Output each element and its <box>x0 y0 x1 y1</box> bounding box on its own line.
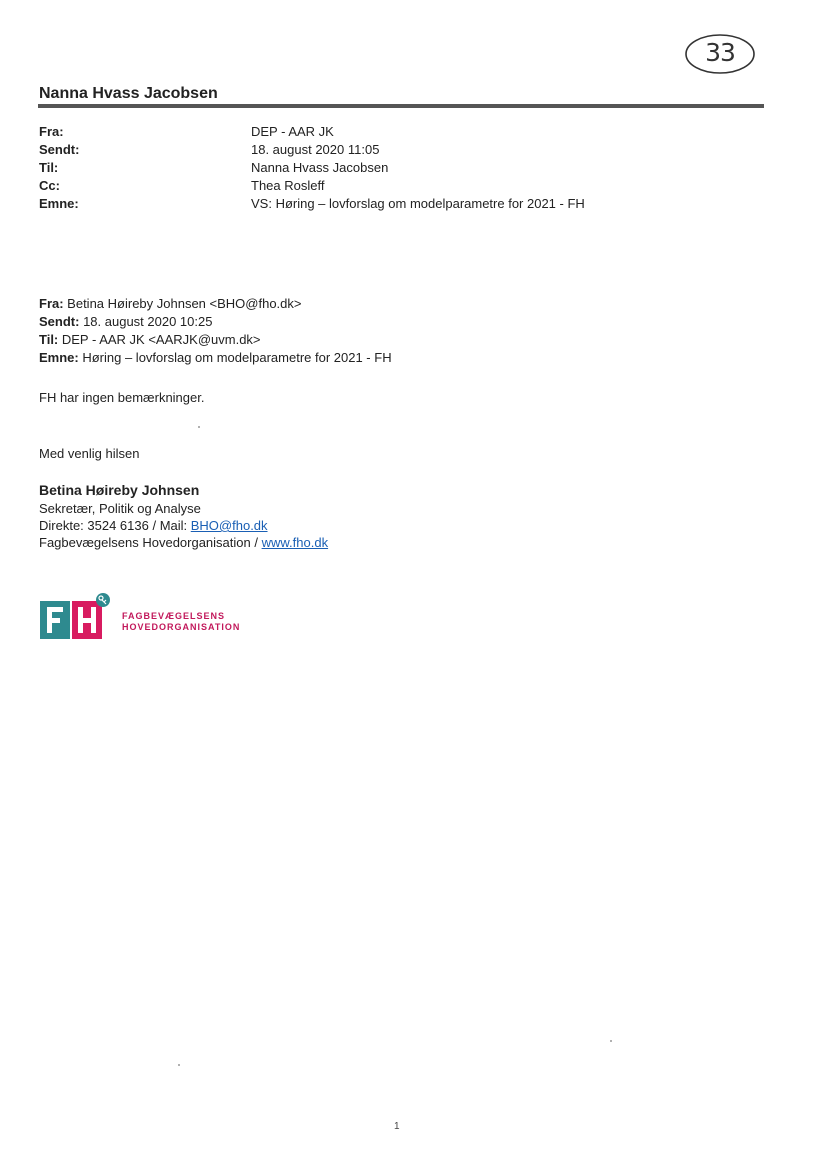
signature-title: Sekretær, Politik og Analyse <box>39 501 201 516</box>
header-key: Til: <box>39 160 59 175</box>
logo-text-line1: FAGBEVÆGELSENS <box>122 611 226 621</box>
forwarded-sent <box>39 314 392 332</box>
header-value: Nanna Hvass Jacobsen <box>251 160 389 175</box>
header-key: Emne: <box>39 196 79 211</box>
signature-organisation <box>39 535 328 552</box>
mailbox-owner-name: Nanna Hvass Jacobsen <box>39 85 218 102</box>
signature-email-link[interactable]: BHO@fho.dk <box>190 518 268 533</box>
page-number: 1 <box>394 1121 400 1132</box>
header-value: DEP - AAR JK <box>251 124 334 139</box>
scan-speck <box>610 1040 612 1042</box>
forwarded-to-value: DEP - AAR JK <AARJK@uvm.dk> <box>58 332 261 347</box>
forwarded-sent-label: Sendt: <box>39 314 80 329</box>
fh-logo-mark <box>40 593 120 643</box>
forwarded-from <box>39 296 392 314</box>
header-key: Cc: <box>39 178 60 193</box>
forwarded-sent-value: 18. august 2020 10:25 <box>79 314 213 329</box>
header-value: 18. august 2020 11:05 <box>251 142 380 157</box>
forwarded-from-value: Betina Høireby Johnsen <BHO@fho.dk> <box>63 296 302 311</box>
signature-website-link[interactable]: www.fho.dk <box>261 535 329 550</box>
logo-text-line2: HOVEDORGANISATION <box>122 622 241 632</box>
forwarded-to-label: Til: <box>39 332 59 347</box>
signature-contact <box>39 518 328 535</box>
header-value: VS: Høring – lovforslag om modelparametre for 2021 - FH <box>251 196 585 211</box>
header-key: Sendt: <box>39 142 80 157</box>
header-divider <box>38 104 764 108</box>
forwarded-subject-label: Emne: <box>39 350 79 365</box>
forwarded-from-label: Fra: <box>39 296 64 311</box>
forwarded-header <box>39 296 392 368</box>
stamp-number: 33 <box>705 38 735 67</box>
closing-text: Med venlig hilsen <box>39 446 140 461</box>
signature-name: Betina Høireby Johnsen <box>39 482 200 498</box>
message-text: FH har ingen bemærkninger. <box>39 390 205 405</box>
signature-direct-prefix: Direkte: 3524 6136 / Mail: <box>39 518 191 533</box>
scan-speck <box>178 1064 180 1066</box>
email-signature <box>39 482 328 552</box>
handwritten-page-number-stamp <box>684 32 756 76</box>
forwarded-subject-value: Høring – lovforslag om modelparametre for 2021 - FH <box>78 350 392 365</box>
header-key: Fra: <box>39 124 64 139</box>
scan-speck <box>198 426 200 428</box>
fh-logo <box>40 593 270 643</box>
signature-org-prefix: Fagbevægelsens Hovedorganisation / <box>39 535 262 550</box>
forwarded-subject <box>39 350 392 368</box>
forwarded-to <box>39 332 392 350</box>
header-value: Thea Rosleff <box>251 178 325 193</box>
